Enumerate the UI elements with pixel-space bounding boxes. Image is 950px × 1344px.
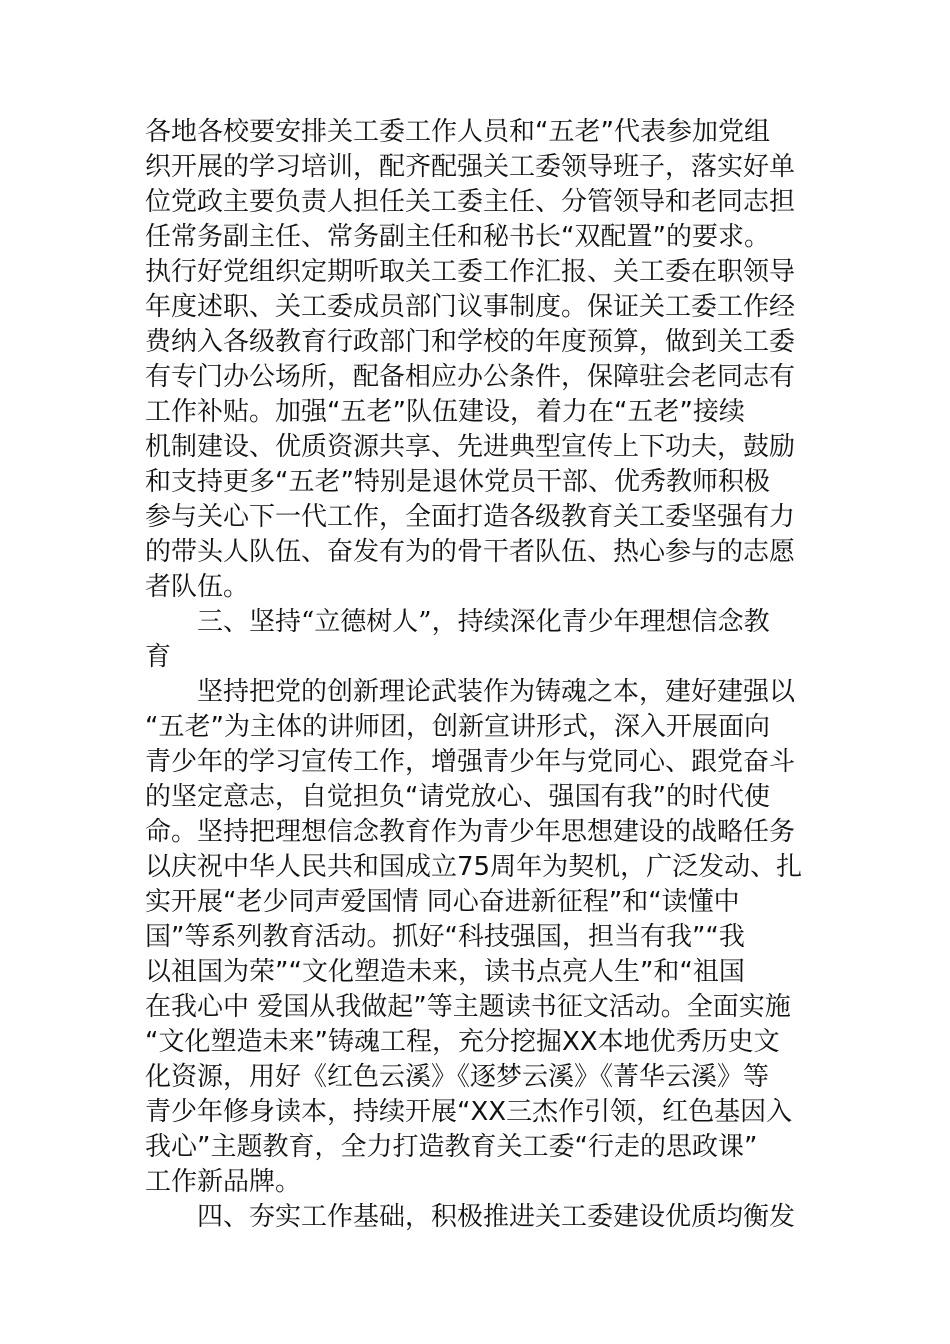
text-line: “五老”为主体的讲师团，创新宣讲形式，深入开展面向 — [145, 712, 770, 742]
text-line: 费纳入各级教育行政部门和学校的年度预算，做到关工委 — [145, 327, 796, 357]
text-line: 的带头人队伍、奋发有为的骨干者队伍、热心参与的志愿 — [145, 537, 796, 567]
section-heading: 三、坚持“立德树人”，持续深化青少年理想信念教 — [145, 607, 770, 637]
text-line: “文化塑造未来”铸魂工程，充分挖掘XX本地优秀历史文 — [145, 1027, 780, 1057]
text-line: 工作新品牌。 — [145, 1167, 302, 1197]
text-line: 位党政主要负责人担任关工委主任、分管领导和老同志担 — [145, 187, 796, 217]
text-line: 织开展的学习培训，配齐配强关工委领导班子，落实好单 — [145, 152, 796, 182]
text-line: 参与关心下一代工作，全面打造各级教育关工委坚强有力 — [145, 502, 796, 532]
text-line: 我心”主题教育，全力打造教育关工委“行走的思政课” — [145, 1132, 758, 1162]
text-line: 有专门办公场所，配备相应办公条件，保障驻会老同志有 — [145, 362, 796, 392]
section-heading: 育 — [145, 642, 172, 672]
text-line: 青少年的学习宣传工作，增强青少年与党同心、跟党奋斗 — [145, 747, 796, 777]
text-line: 以祖国为荣”“文化塑造未来，读书点亮人生”和“祖国 — [145, 957, 745, 987]
text-line: 和支持更多“五老”特别是退休党员干部、优秀教师积极 — [145, 467, 770, 497]
text-line: 任常务副主任、常务副主任和秘书长“双配置”的要求。 — [145, 222, 770, 252]
text-line: 机制建设、优质资源共享、先进典型宣传上下功夫，鼓励 — [145, 432, 796, 462]
text-line: 在我心中 爱国从我做起”等主题读书征文活动。全面实施 — [145, 992, 791, 1022]
text-line: 化资源，用好《红色云溪》《逐梦云溪》《菁华云溪》等 — [145, 1062, 770, 1092]
text-line: 青少年修身读本，持续开展“XX三杰作引领，红色基因入 — [145, 1097, 793, 1127]
text-line: 的坚定意志，自觉担负“请党放心、强国有我”的时代使 — [145, 782, 770, 812]
text-line: 以庆祝中华人民共和国成立75周年为契机，广泛发动、扎 — [145, 852, 803, 882]
text-line: 国”等系列教育活动。抓好“科技强国，担当有我”“我 — [145, 922, 745, 952]
text-line: 实开展“老少同声爱国情 同心奋进新征程”和“读懂中 — [145, 887, 740, 917]
text-line: 坚持把党的创新理论武装作为铸魂之本，建好建强以 — [145, 677, 796, 707]
text-line: 执行好党组织定期听取关工委工作汇报、关工委在职领导 — [145, 257, 796, 287]
text-line: 年度述职、关工委成员部门议事制度。保证关工委工作经 — [145, 292, 796, 322]
text-line: 命。坚持把理想信念教育作为青少年思想建设的战略任务 — [145, 817, 796, 847]
text-line: 工作补贴。加强“五老”队伍建设，着力在“五老”接续 — [145, 397, 745, 427]
section-heading: 四、夯实工作基础，积极推进关工委建设优质均衡发 — [145, 1202, 796, 1232]
text-line: 者队伍。 — [145, 572, 250, 602]
text-line: 各地各校要安排关工委工作人员和“五老”代表参加党组 — [145, 117, 770, 147]
